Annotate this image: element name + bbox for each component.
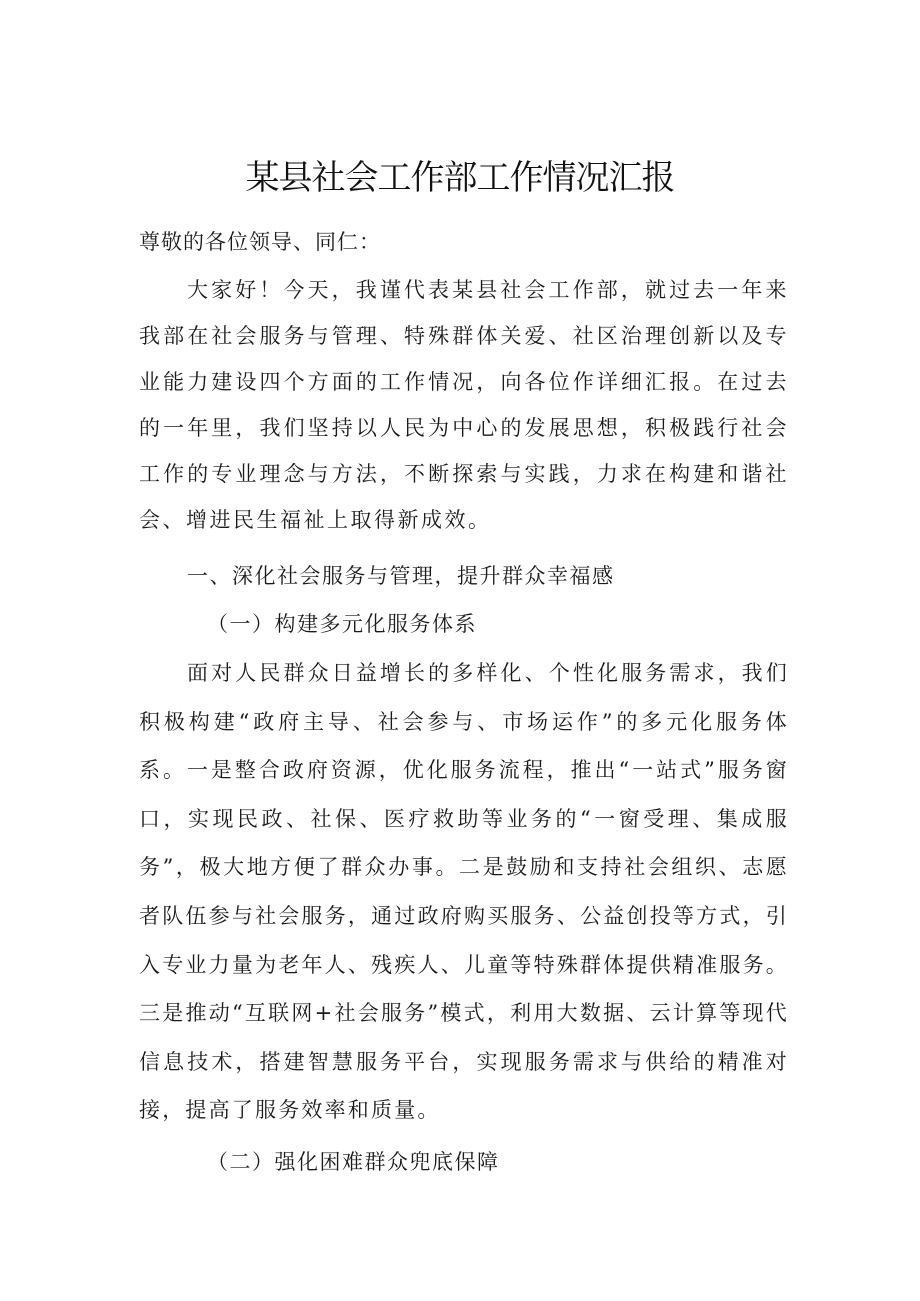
intro-paragraph: 大家好！今天，我谨代表某县社会工作部，就过去一年来我部在社会服务与管理、特殊群体关爱、社区治理创新以及专业能力建设四个方面的工作情况，向各位作详细汇报。在过去的一年里，我们坚持以人民为中心的发展思想，积极践行社会工作的专业理念与方法，不断探索与实践，力求在构建和谐社会、增进民生福祉上取得新成效。 [139, 278, 789, 532]
section-1-heading: 一、深化社会服务与管理，提升群众幸福感 [187, 564, 615, 588]
subsection-1-heading: （一）构建多元化服务体系 [207, 612, 477, 636]
salutation: 尊敬的各位领导、同仁： [139, 230, 381, 254]
document-title: 某县社会工作部工作情况汇报 [245, 158, 675, 198]
subsection-2-heading: （二）强化困难群众兜底保障 [207, 1150, 500, 1174]
subsection-1-paragraph: 面对人民群众日益增长的多样化、个性化服务需求，我们积极构建“政府主导、社会参与、市场运作”的多元化服务体系。一是整合政府资源，优化服务流程，推出“一站式”服务窗口，实现民政、社保、医疗救助等业务的“一窗受理、集成服务”，极大地方便了群众办事。二是鼓励和支持社会组织、志愿者队伍参与社会服务，通过政府购买服务、公益创投等方式，引入专业力量为老年人、残疾人、儿童等特殊群体提供精准服务。三是推动“互联网+社会服务”模式，利用大数据、云计算等现代信息技术，搭建智慧服务平台，实现服务需求与供给的精准对接，提高了服务效率和质量。 [139, 661, 789, 1123]
